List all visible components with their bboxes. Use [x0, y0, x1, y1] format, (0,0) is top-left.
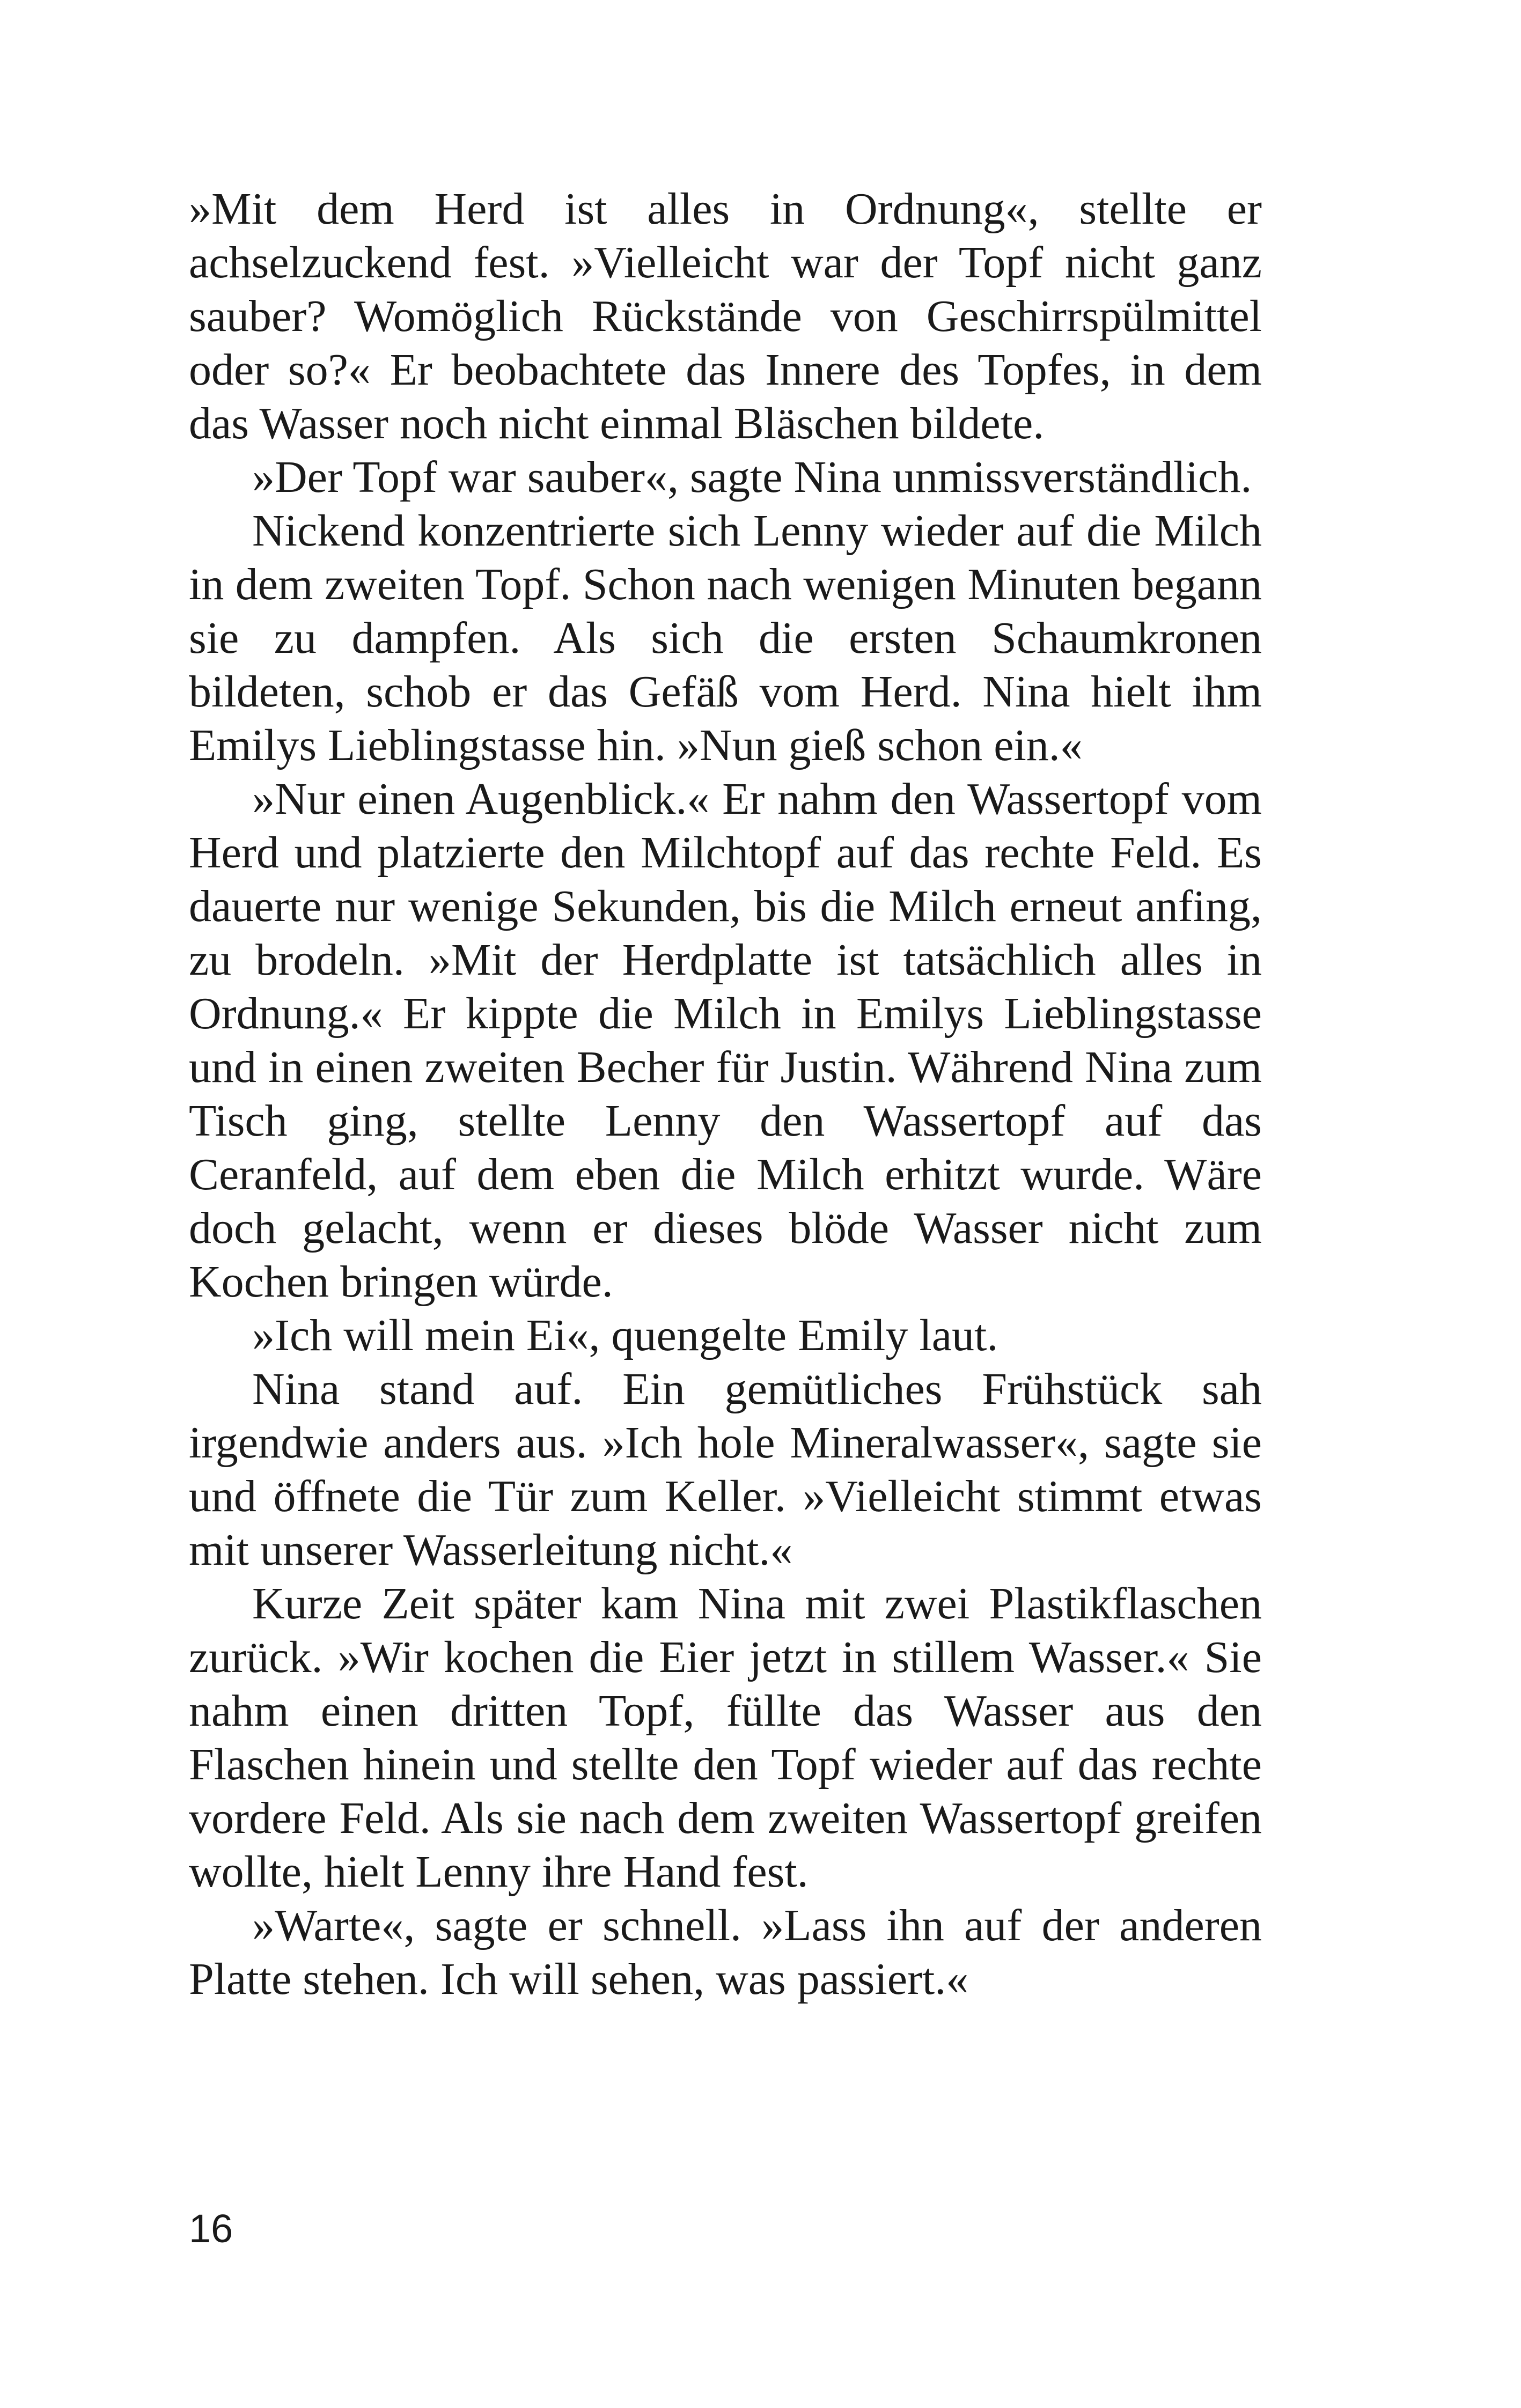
page-number: 16 [189, 2206, 233, 2251]
paragraph-2: »Der Topf war sauber«, sagte Nina unmissverständlich. [252, 452, 1252, 502]
paragraph-3: Nickend konzentrierte sich Lenny wieder auf die Milch in dem zweiten Topf. Schon nach wenigen Minuten begann sie zu dampfen. Als sich die ersten Schaumkronen bildeten, schob er das Gefäß vom Herd. Nina hielt ihm Emilys Lieblingstasse hin. »Nun gieß schon ein.« [189, 506, 1262, 770]
paragraph-8: »Warte«, sagte er schnell. »Lass ihn auf der anderen Platte stehen. Ich will sehen, was passiert.« [189, 1901, 1262, 2004]
paragraph-1: »Mit dem Herd ist alles in Ordnung«, stellte er achselzuckend fest. »Vielleicht war der Topf nicht ganz sauber? Womöglich Rückstände von Geschirrspülmittel oder so?« Er beobachtete das Innere des Topfes, in dem das Wasser noch nicht einmal Bläschen bildete. [189, 184, 1262, 448]
paragraph-7: Kurze Zeit später kam Nina mit zwei Plastikflaschen zurück. »Wir kochen die Eier jetzt in stillem Wasser.« Sie nahm einen dritten Topf, füllte das Wasser aus den Flaschen hinein und stellte den Topf wieder auf das rechte vordere Feld. Als sie nach dem zweiten Wassertopf greifen wollte, hielt Lenny ihre Hand fest. [189, 1579, 1262, 1897]
body-text [189, 182, 1262, 2006]
paragraph-6: Nina stand auf. Ein gemütliches Frühstück sah irgendwie anders aus. »Ich hole Mineralwasser«, sagte sie und öffnete die Tür zum Keller. »Vielleicht stimmt etwas mit unserer Wasserleitung nicht.« [189, 1364, 1262, 1575]
paragraph-5: »Ich will mein Ei«, quengelte Emily laut. [252, 1310, 998, 1360]
paragraph-4: »Nur einen Augenblick.« Er nahm den Wassertopf vom Herd und platzierte den Milchtopf auf das rechte Feld. Es dauerte nur wenige Sekunden, bis die Milch erneut anfing, zu brodeln. »Mit der Herdplatte ist tatsächlich alles in Ordnung.« Er kippte die Milch in Emilys Lieblingstasse und in einen zweiten Becher für Justin. Während Nina zum Tisch ging, stellte Lenny den Wassertopf auf das Ceranfeld, auf dem eben die Milch erhitzt wurde. Wäre doch gelacht, wenn er dieses blöde Wasser nicht zum Kochen bringen würde. [189, 774, 1262, 1307]
